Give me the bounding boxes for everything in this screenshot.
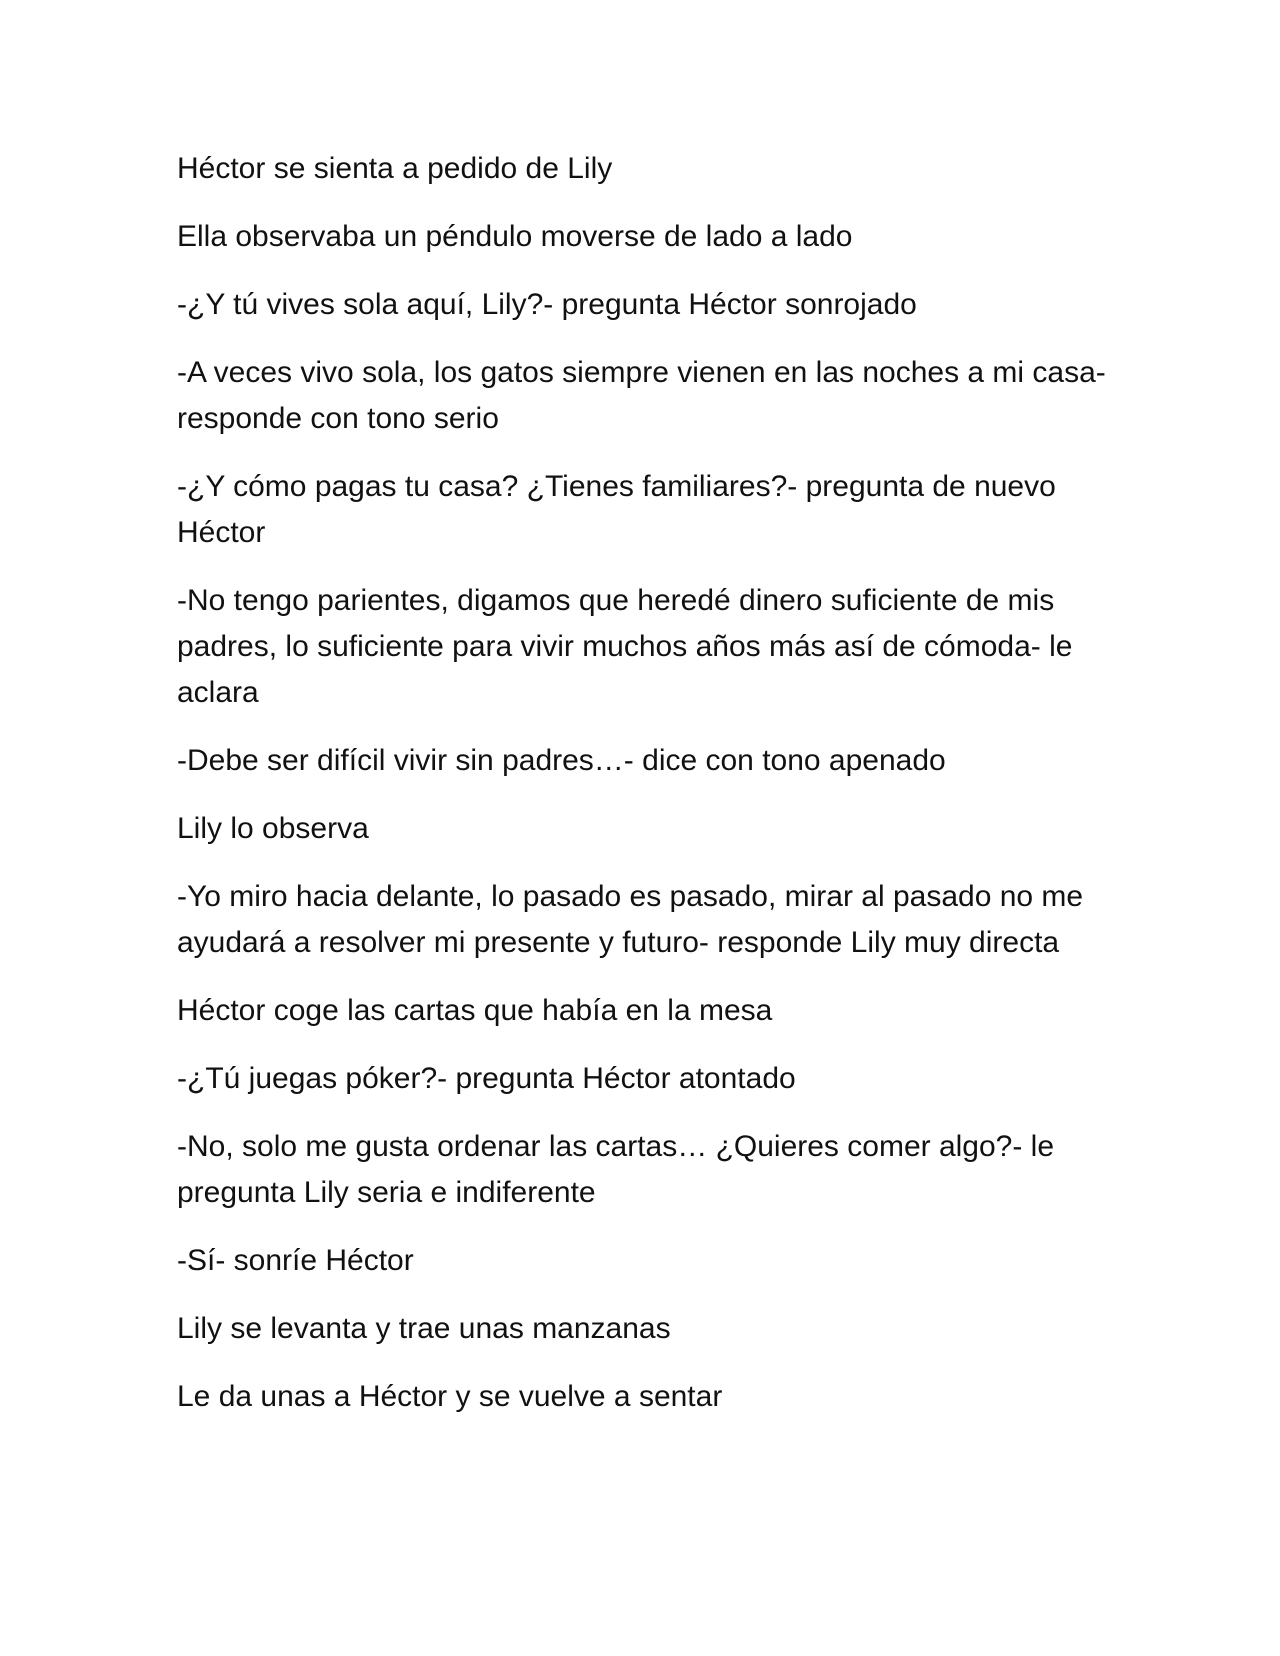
paragraph: -Sí- sonríe Héctor [177, 1244, 414, 1277]
paragraph: Lily se levanta y trae unas manzanas [177, 1312, 671, 1345]
paragraph: -No tengo parientes, digamos que heredé dinero suficiente de mis padres, lo suficiente para vivir muchos años más así de cómoda- le aclara [177, 584, 1073, 709]
paragraph: Ella observaba un péndulo moverse de lado a lado [177, 220, 853, 253]
paragraph: -Yo miro hacia delante, lo pasado es pasado, mirar al pasado no me ayudará a resolver mi presente y futuro- responde Lily muy directa [177, 880, 1084, 959]
paragraph: Le da unas a Héctor y se vuelve a sentar [177, 1380, 723, 1413]
paragraph: Héctor coge las cartas que había en la mesa [177, 994, 773, 1027]
document-body [177, 146, 1107, 1442]
paragraph: -A veces vivo sola, los gatos siempre vienen en las noches a mi casa- responde con tono serio [177, 356, 1106, 435]
paragraph: Héctor se sienta a pedido de Lily [177, 152, 613, 185]
paragraph: -No, solo me gusta ordenar las cartas… ¿Quieres comer algo?- le pregunta Lily seria e indiferente [177, 1130, 1055, 1209]
paragraph: -¿Y tú vives sola aquí, Lily?- pregunta Héctor sonrojado [177, 288, 917, 321]
paragraph: -¿Tú juegas póker?- pregunta Héctor atontado [177, 1062, 796, 1095]
paragraph: Lily lo observa [177, 812, 369, 845]
paragraph: -¿Y cómo pagas tu casa? ¿Tienes familiares?- pregunta de nuevo Héctor [177, 470, 1056, 549]
paragraph: -Debe ser difícil vivir sin padres…- dice con tono apenado [177, 744, 946, 777]
